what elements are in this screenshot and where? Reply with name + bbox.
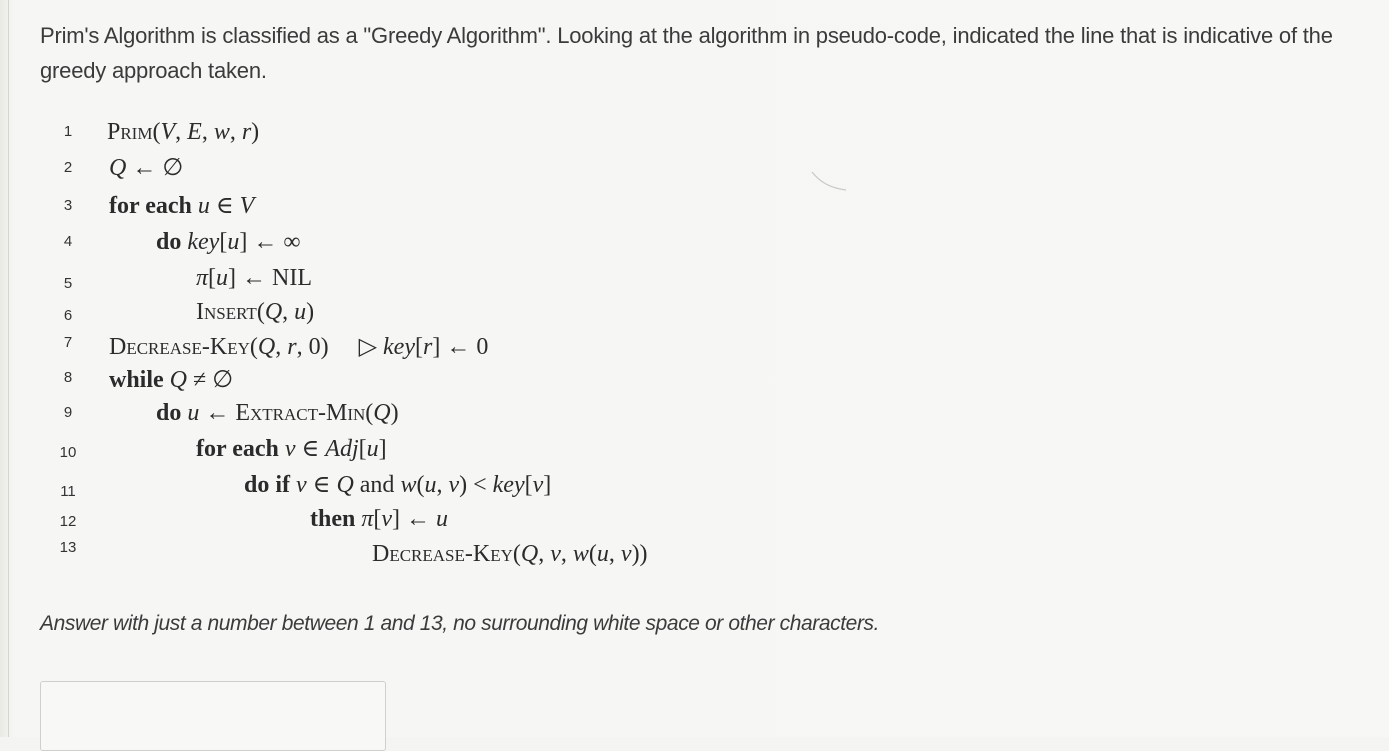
line-number: 8	[63, 369, 73, 386]
line-number: 2	[63, 159, 73, 176]
line-number: 9	[63, 404, 73, 421]
line-number: 1	[63, 123, 73, 140]
line-number: 5	[63, 275, 73, 292]
code-text-1: Prim(V, E, w, r)	[107, 119, 260, 145]
answer-instruction: Answer with just a number between 1 and 13, no surrounding white space or other characters.	[40, 612, 880, 635]
code-text-9: do u ← Extract-Min(Q)	[156, 400, 399, 426]
code-text-12: then π[v] ← u	[310, 506, 449, 532]
answer-input[interactable]	[40, 681, 386, 751]
code-text-2: Q ← ∅	[109, 155, 184, 181]
line-number: 7	[63, 334, 73, 351]
question-text: Prim's Algorithm is classified as a "Greedy Algorithm". Looking at the algorithm in pseudo-code, indicated the line that is indicative of the greedy approach taken.	[40, 23, 1333, 83]
code-text-11: do if v ∈ Q and w(u, v) < key[v]	[244, 472, 552, 498]
code-text-4: do key[u] ← ∞	[156, 229, 301, 255]
line-number: 10	[59, 444, 77, 461]
content-border	[8, 0, 9, 737]
code-text-8: while Q ≠ ∅	[109, 367, 234, 393]
line-number: 6	[63, 307, 73, 324]
code-text-6: Insert(Q, u)	[196, 299, 315, 325]
line-number: 4	[63, 233, 73, 250]
line-number: 13	[59, 539, 77, 556]
pen-mark-decoration	[810, 168, 850, 194]
code-text-3: for each u ∈ V	[109, 193, 255, 219]
line-number: 12	[59, 513, 77, 530]
code-text-5: π[u] ← NIL	[196, 265, 313, 291]
code-text-13: Decrease-Key(Q, v, w(u, v))	[372, 541, 648, 567]
line-number: 3	[63, 197, 73, 214]
code-text-10: for each v ∈ Adj[u]	[196, 436, 387, 462]
line-number: 11	[60, 483, 76, 500]
code-text-7: Decrease-Key(Q, r, 0) ▷ key[r] ← 0	[109, 334, 489, 360]
